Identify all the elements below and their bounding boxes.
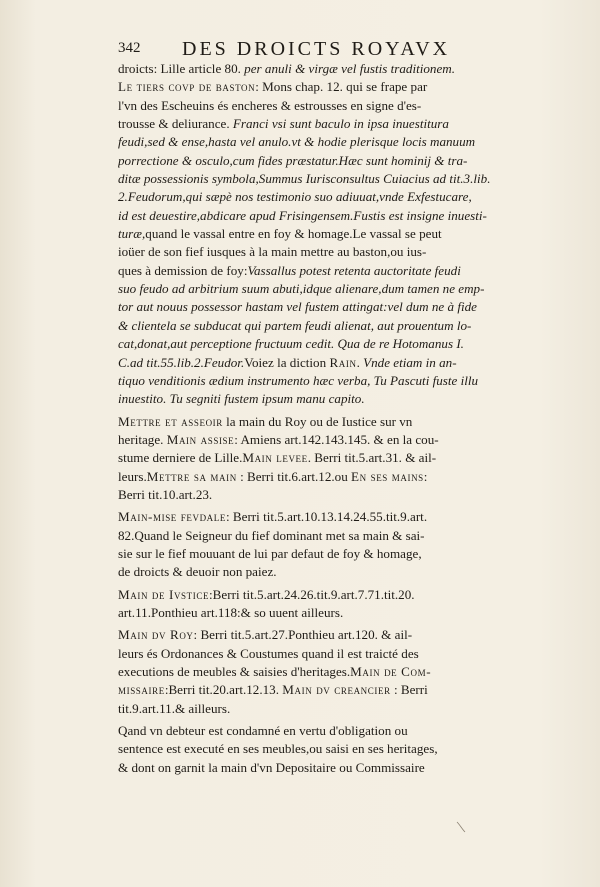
text-run: . bbox=[356, 354, 364, 370]
rubric-term: Main de Ivstice bbox=[118, 586, 210, 602]
text-line bbox=[118, 152, 510, 170]
latin-citation: Vnde etiam in an- bbox=[363, 354, 457, 370]
text-run: droicts: Lille article 80. bbox=[118, 61, 245, 76]
latin-citation: Vassallus potest retenta auctoritate feudi bbox=[247, 262, 461, 278]
text-run: Berri tit.10.art.23. bbox=[118, 486, 213, 502]
text-line bbox=[118, 700, 510, 718]
text-run: Voiez la diction bbox=[244, 354, 330, 370]
text-line bbox=[118, 225, 510, 243]
text-line bbox=[118, 298, 510, 316]
text-line bbox=[118, 586, 510, 604]
text-line bbox=[118, 188, 510, 206]
text-line bbox=[118, 681, 510, 699]
latin-citation: cat,donat,aut perceptione fructuum cedit. Qua de re Hotomanus I. bbox=[118, 336, 464, 352]
text-line bbox=[118, 508, 510, 526]
text-run: sentence est executé en ses meubles,ou saisi en ses heritages, bbox=[118, 741, 438, 757]
rubric-term: Main levee bbox=[242, 450, 308, 466]
latin-citation: tiquo venditionis ædium instrumento hæc verba, Tu Pascuti fuste illu bbox=[118, 372, 479, 388]
text-run: quand le vassal entre en foy & homage.Le vassal se peut bbox=[145, 226, 442, 242]
rubric-term: Mettre et asseoir bbox=[118, 413, 223, 429]
rubric-term: Main dv Roy bbox=[118, 627, 194, 643]
text-line bbox=[118, 335, 510, 353]
latin-citation: per anuli & virgæ vel fustis traditionem. bbox=[244, 61, 455, 76]
latin-citation: suo feudo ad arbitrium suum abuti,idque alienare,dum tamen ne emp- bbox=[118, 281, 485, 297]
text-run: stume derniere de Lille. bbox=[118, 450, 243, 466]
rubric-term: Main assise bbox=[166, 431, 235, 447]
latin-citation: turæ, bbox=[118, 226, 146, 242]
text-run: ioüer de son fief iusques à la main mettre au baston,ou ius- bbox=[118, 244, 427, 260]
text-line bbox=[118, 645, 510, 663]
text-line bbox=[118, 115, 510, 133]
text-line bbox=[118, 133, 510, 151]
rubric-term: En ses mains bbox=[351, 468, 424, 484]
text-run: :Berri tit.5.art.24.26.tit.9.art.7.71.tit.20. bbox=[209, 586, 415, 602]
text-run: l'vn des Escheuins és encheres & estrousses en signe d'es- bbox=[118, 97, 422, 113]
text-line bbox=[118, 413, 510, 431]
text-line bbox=[118, 468, 510, 486]
latin-citation: 2.Feudorum,qui sæpè nos testimonio suo adiuuat,vnde Exfestucare, bbox=[118, 189, 472, 205]
text-line bbox=[118, 759, 510, 777]
text-line bbox=[118, 207, 510, 225]
text-run: 82.Quand le Seigneur du fief dominant met sa main & sai- bbox=[118, 527, 425, 543]
text-line bbox=[118, 354, 510, 372]
text-run: :Berri tit.20.art.12.13. bbox=[164, 682, 283, 698]
latin-citation: & clientela se subducat qui partem feudi alienat, aut prouentum lo- bbox=[118, 317, 472, 333]
latin-citation: ditæ possessionis symbola,Summus Iurisconsultus Cuiacius ad tit.3.lib. bbox=[118, 171, 491, 187]
text-run: : Berri tit.5.art.27.Ponthieu art.120. & ail- bbox=[193, 627, 413, 643]
text-line bbox=[118, 486, 510, 504]
ink-blot-mark bbox=[454, 820, 468, 834]
text-line bbox=[118, 243, 510, 261]
text-run: tit.9.art.11.& ailleurs. bbox=[118, 700, 231, 716]
text-line bbox=[118, 663, 510, 681]
text-line bbox=[118, 722, 510, 740]
text-run: : Berri tit.5.art.10.13.14.24.55.tit.9.art. bbox=[225, 509, 428, 525]
text-run: leurs és Ordonances & Coustumes quand il est traicté des bbox=[118, 645, 419, 661]
text-run: trousse & deliurance. bbox=[118, 116, 233, 132]
text-run: art.11.Ponthieu art.118:& so uuent ailleurs. bbox=[118, 604, 344, 620]
running-title: DES DROICTS ROYAVX bbox=[182, 38, 451, 60]
text-line bbox=[118, 280, 510, 298]
body-text bbox=[118, 60, 510, 777]
latin-citation: inuestito. Tu segniti fustem ipsum manu capito. bbox=[118, 391, 365, 407]
latin-citation: Franci vsi sunt baculo in ipsa inuestitura bbox=[232, 116, 449, 132]
text-run: . Berri tit.5.art.31. & ail- bbox=[307, 450, 437, 466]
latin-citation: porrectione & osculo,cum fides præstatur.Hæc sunt hominij & tra- bbox=[118, 152, 468, 168]
text-line bbox=[118, 262, 510, 280]
text-run: executions de meubles & saisies d'heritages. bbox=[118, 664, 351, 679]
page-number: 342 bbox=[118, 40, 141, 56]
text-run: : Mons chap. 12. qui se frape par bbox=[255, 79, 428, 95]
rubric-term: Main dv creancier bbox=[282, 682, 391, 698]
rubric-term: Main-mise fevdale bbox=[118, 509, 226, 525]
text-line bbox=[118, 317, 510, 335]
text-line bbox=[118, 170, 510, 188]
text-run: Qand vn debteur est condamné en vertu d'obligation ou bbox=[118, 723, 408, 739]
text-line bbox=[118, 545, 510, 563]
text-line bbox=[118, 78, 510, 96]
rubric-term: missaire bbox=[118, 682, 165, 698]
text-run: ques à demission de foy: bbox=[118, 262, 248, 278]
latin-citation: id est deuestire,abdicare apud Frisingensem.Fustis est insigne inuesti- bbox=[118, 207, 487, 223]
text-line bbox=[118, 390, 510, 408]
text-run: & dont on garnit la main d'vn Depositaire ou Commissaire bbox=[118, 759, 425, 775]
text-run: de droicts & deuoir non paiez. bbox=[118, 564, 277, 580]
text-line bbox=[118, 604, 510, 622]
text-line bbox=[118, 372, 510, 390]
text-line bbox=[118, 527, 510, 545]
rubric-term: Main de Com- bbox=[350, 664, 432, 679]
text-run: sie sur le fief mouuant de lui par defaut de foy & homage, bbox=[118, 545, 422, 561]
rubric-term: Rain bbox=[329, 354, 357, 370]
text-run: : bbox=[423, 468, 428, 484]
text-run: la main du Roy ou de Iustice sur vn bbox=[222, 413, 413, 429]
text-run: heritage. bbox=[118, 431, 167, 447]
text-run: : Amiens art.142.143.145. & en la cou- bbox=[234, 431, 439, 447]
text-line bbox=[118, 97, 510, 115]
rubric-term: Le tiers covp de baston bbox=[118, 79, 256, 95]
running-head bbox=[118, 38, 510, 60]
text-run: : Berri bbox=[390, 682, 428, 698]
text-line bbox=[118, 563, 510, 581]
text-run: : Berri tit.6.art.12.ou bbox=[236, 468, 352, 484]
text-run: leurs. bbox=[118, 468, 147, 484]
text-line bbox=[118, 60, 510, 78]
text-line bbox=[118, 449, 510, 467]
text-line bbox=[118, 740, 510, 758]
rubric-term: Mettre sa main bbox=[146, 468, 237, 484]
text-line bbox=[118, 626, 510, 644]
latin-citation: feudi,sed & ense,hasta vel anulo.vt & hodie plerisque locis manuum bbox=[118, 134, 476, 150]
text-line bbox=[118, 431, 510, 449]
latin-citation: tor aut nouus possessor hastam vel fustem attingat:vel dum ne à fide bbox=[118, 299, 477, 315]
latin-citation: C.ad tit.55.lib.2.Feudor. bbox=[118, 354, 245, 370]
